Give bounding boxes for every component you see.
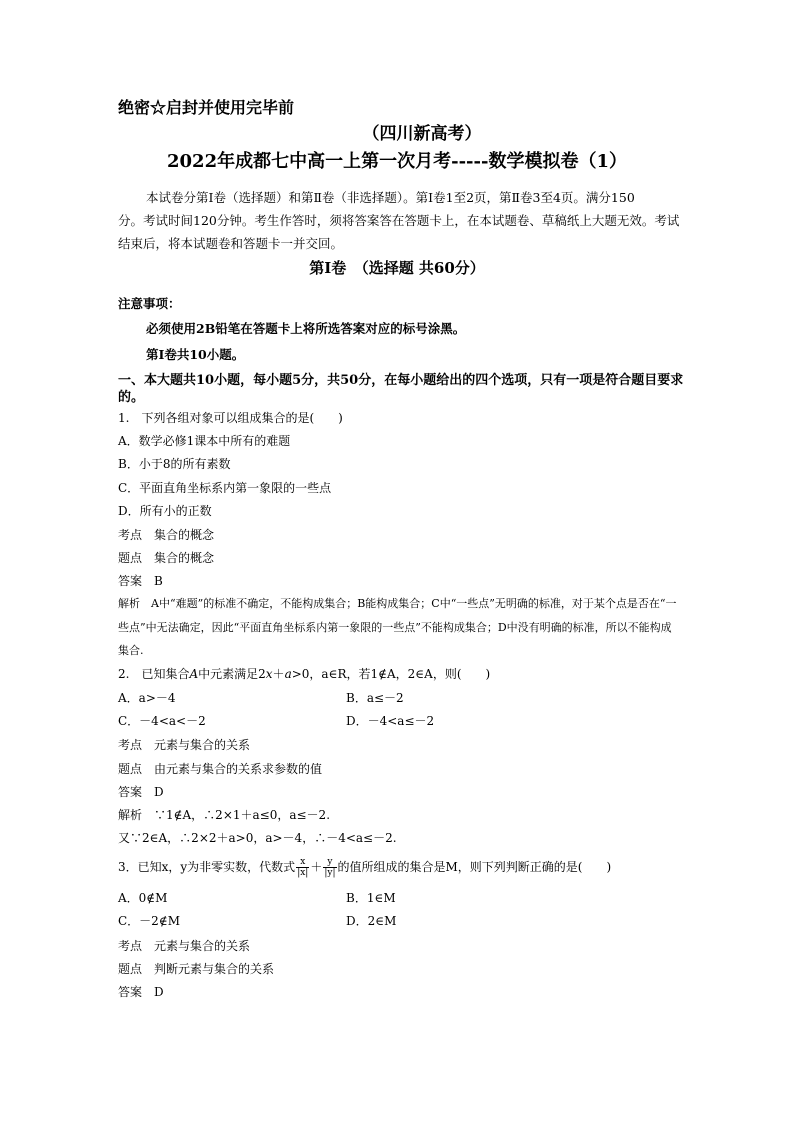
q2-option-c: C．－4<a<－2 [118, 714, 206, 728]
q2-answer: 答案 D [118, 785, 164, 799]
q1-tidian: 题点 集合的概念 [118, 551, 215, 565]
q2-option-a: A．a>－4 [118, 691, 176, 705]
q3-option-b: B．1∈M [346, 891, 396, 905]
q3-option-d: D．2∈M [346, 914, 397, 928]
q3-frac2-denominator: |y| [324, 868, 336, 878]
q3-stem [118, 856, 611, 878]
q1-option-d: D．所有小的正数 [118, 504, 212, 518]
q3-kaodian: 考点 元素与集合的关系 [118, 939, 251, 953]
q1-analysis-line-3: 集合. [118, 644, 144, 657]
exam-title: 2022年成都七中高一上第一次月考-----数学模拟卷（1） [167, 151, 627, 172]
q1-analysis-line-2: 些点”中无法确定，因此“平面直角坐标系内第一象限的一些点”不能构成集合；D中没有明确的标准，所以不能构成 [118, 621, 672, 634]
q1-answer: 答案 B [118, 574, 163, 588]
q1-analysis-line-1: 解析 A中“难题”的标准不确定，不能构成集合；B能构成集合；C中“一些点”无明确的标准，对于某个点是否在“一 [118, 597, 677, 610]
part-heading-line-2: 的。 [118, 390, 145, 405]
q2-var-x: x [265, 667, 273, 681]
region-subtitle: （四川新高考） [362, 124, 482, 144]
q3-plus: ＋ [310, 860, 323, 874]
intro-line-2: 分。考试时间120分钟。考生作答时，须将答案答在答题卡上，在本试题卷、草稿纸上大题无效。考试 [118, 213, 680, 228]
q2-tidian: 题点 由元素与集合的关系求参数的值 [118, 762, 323, 776]
intro-line-3: 结束后，将本试题卷和答题卡一并交回。 [118, 236, 344, 251]
q1-option-b: B．小于8的所有素数 [118, 457, 231, 471]
q2-stem-prefix: 2. 已知集合 [118, 667, 190, 681]
q3-frac2-numerator: y [323, 857, 336, 868]
q3-option-a: A．0∉M [118, 891, 168, 905]
q3-option-c: C．－2∉M [118, 914, 180, 928]
q2-stem-rest: >0，a∈R，若1∉A，2∈A，则( ) [291, 667, 491, 681]
section-1-heading: 第Ⅰ卷 （选择题 共60分） [309, 259, 485, 277]
q3-stem-rest: 的值所组成的集合是M，则下列判断正确的是( ) [337, 860, 612, 874]
q3-fraction-y [323, 857, 336, 878]
q3-answer: 答案 D [118, 985, 164, 999]
q3-stem-prefix: 3．已知x，y为非零实数，代数式 [118, 860, 296, 874]
q1-option-c: C．平面直角坐标系内第一象限的一些点 [118, 481, 332, 495]
q2-stem-mid: 中元素满足2 [198, 667, 266, 681]
q2-option-d: D．－4<a≤－2 [346, 714, 435, 728]
notice-label: 注意事项： [118, 296, 181, 311]
intro-line-1: 本试卷分第Ⅰ卷（选择题）和第Ⅱ卷（非选择题）。第Ⅰ卷1至2页，第Ⅱ卷3至4页。满分150 [146, 190, 635, 205]
q2-stem [118, 666, 490, 682]
q2-analysis-line-2: 又∵2∈A，∴2×2＋a>0，a>－4，∴－4<a≤－2. [118, 831, 397, 845]
confidential-label: 绝密☆启封并使用完毕前 [118, 98, 295, 117]
part-heading-line-1: 一、本大题共10小题，每小题5分，共50分，在每小题给出的四个选项，只有一项是符合题目要求 [118, 373, 684, 388]
q1-stem: 1. 下列各组对象可以组成集合的是( ) [118, 411, 343, 425]
q3-frac1-denominator: |x| [297, 868, 309, 878]
q2-plus: ＋ [272, 667, 285, 681]
q1-kaodian: 考点 集合的概念 [118, 528, 215, 542]
q2-var-a: A [189, 667, 199, 681]
q3-fraction-x [296, 857, 309, 878]
q3-tidian: 题点 判断元素与集合的关系 [118, 962, 275, 976]
notice-line-1: 必须使用2B铅笔在答题卡上将所选答案对应的标号涂黑。 [146, 321, 466, 336]
q2-option-b: B．a≤－2 [346, 691, 404, 705]
q1-option-a: A．数学必修1课本中所有的难题 [118, 434, 291, 448]
notice-line-2: 第Ⅰ卷共10小题。 [146, 347, 245, 362]
q2-kaodian: 考点 元素与集合的关系 [118, 738, 251, 752]
q3-frac1-numerator: x [296, 857, 309, 868]
q2-analysis-line-1: 解析 ∵1∉A，∴2×1＋a≤0，a≤－2. [118, 808, 331, 822]
q2-var-a2: a [284, 667, 292, 681]
